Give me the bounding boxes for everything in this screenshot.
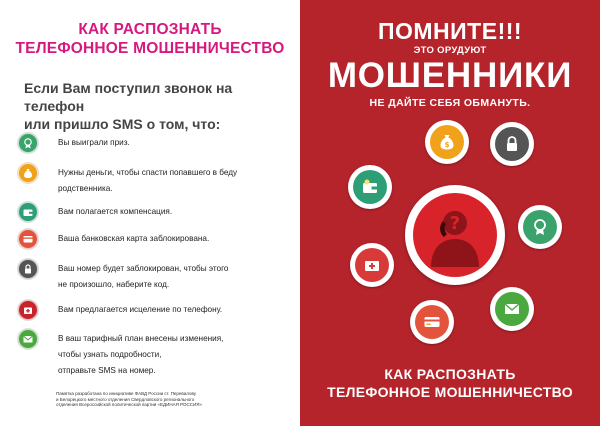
intro-line-2: или пришло SMS о том, что: [24,116,221,132]
list-item-bank-card [18,229,293,249]
bottom-title [300,365,600,401]
svg-text:$: $ [444,141,450,149]
envelope-icon [495,292,529,326]
list-item-text: Ваш номер будет заблокирован, чтобы этого не произошло, наберите код. [58,264,229,289]
medkit-ring [350,243,394,287]
envelope-icon [18,329,38,349]
list-item-number-block [18,259,293,293]
fraudsters-heading: МОШЕННИКИ [327,56,573,95]
list-item-text: Вам предлагается исцеление по телефону. [58,305,223,314]
bottom-title-line-1: КАК РАСПОЗНАТЬ [384,366,516,382]
warning-text: НЕ ДАЙТЕ СЕБЯ ОБМАНУТЬ. [369,97,531,109]
money-bag-ring [425,120,469,164]
subtitle: ЭТО ОРУДУЮТ [413,45,487,56]
left-title-line-1: КАК РАСПОЗНАТЬ [78,21,222,38]
money-bag-icon [430,125,464,159]
money-bag-icon [18,163,38,183]
wallet-ring [348,165,392,209]
remember-title: ПОМНИТЕ!!! [377,18,523,44]
question-mark: ? [449,213,461,234]
award-icon [18,133,38,153]
intro-text [24,79,294,133]
fraudster-circle [405,185,505,285]
list-item-relative [18,163,293,197]
intro-line-1: Если Вам поступил звонок на телефон [24,80,233,114]
list-item-text: Вам полагается компенсация. [58,207,173,216]
fraudster-icon [413,193,497,277]
bottom-title-line-2: ТЕЛЕФОННОЕ МОШЕННИЧЕСТВО [327,384,573,400]
envelope-ring [490,287,534,331]
list-item-text: Вы выиграли приз. [58,138,130,147]
list-item-text: В ваш тарифный план внесены изменения, чтобы узнать подробности, отправьте SMS на номер. [58,334,224,375]
credit-card-icon [415,305,449,339]
wallet-icon [18,202,38,222]
list-item-prize [18,133,293,153]
lock-icon [495,127,529,161]
list-item-tariff [18,329,293,379]
list-item-text: Нужны деньги, чтобы спасти попавшего в беду родственника. [58,168,238,193]
medkit-icon [18,300,38,320]
credit-card-icon [18,229,38,249]
lock-ring [490,122,534,166]
list-item-compensation [18,202,293,222]
list-item-text: Ваша банковская карта заблокирована. [58,234,210,243]
right-panel [300,0,600,426]
medkit-icon [355,248,389,282]
credit-card-ring [410,300,454,344]
left-title [0,20,300,58]
left-title-line-2: ТЕЛЕФОННОЕ МОШЕННИЧЕСТВО [15,40,285,57]
list-item-healing [18,300,293,320]
award-icon [523,210,557,244]
footnote: Памятка разработана по инициативе ФАВД России ст. Перевалову и Белорецкого местного отделения Свердловского регионального отделения Всероссийской политической партии «ЕДИНАЯ РОССИЯ» [56,391,202,408]
lock-icon [18,259,38,279]
award-ring [518,205,562,249]
wallet-icon [353,170,387,204]
